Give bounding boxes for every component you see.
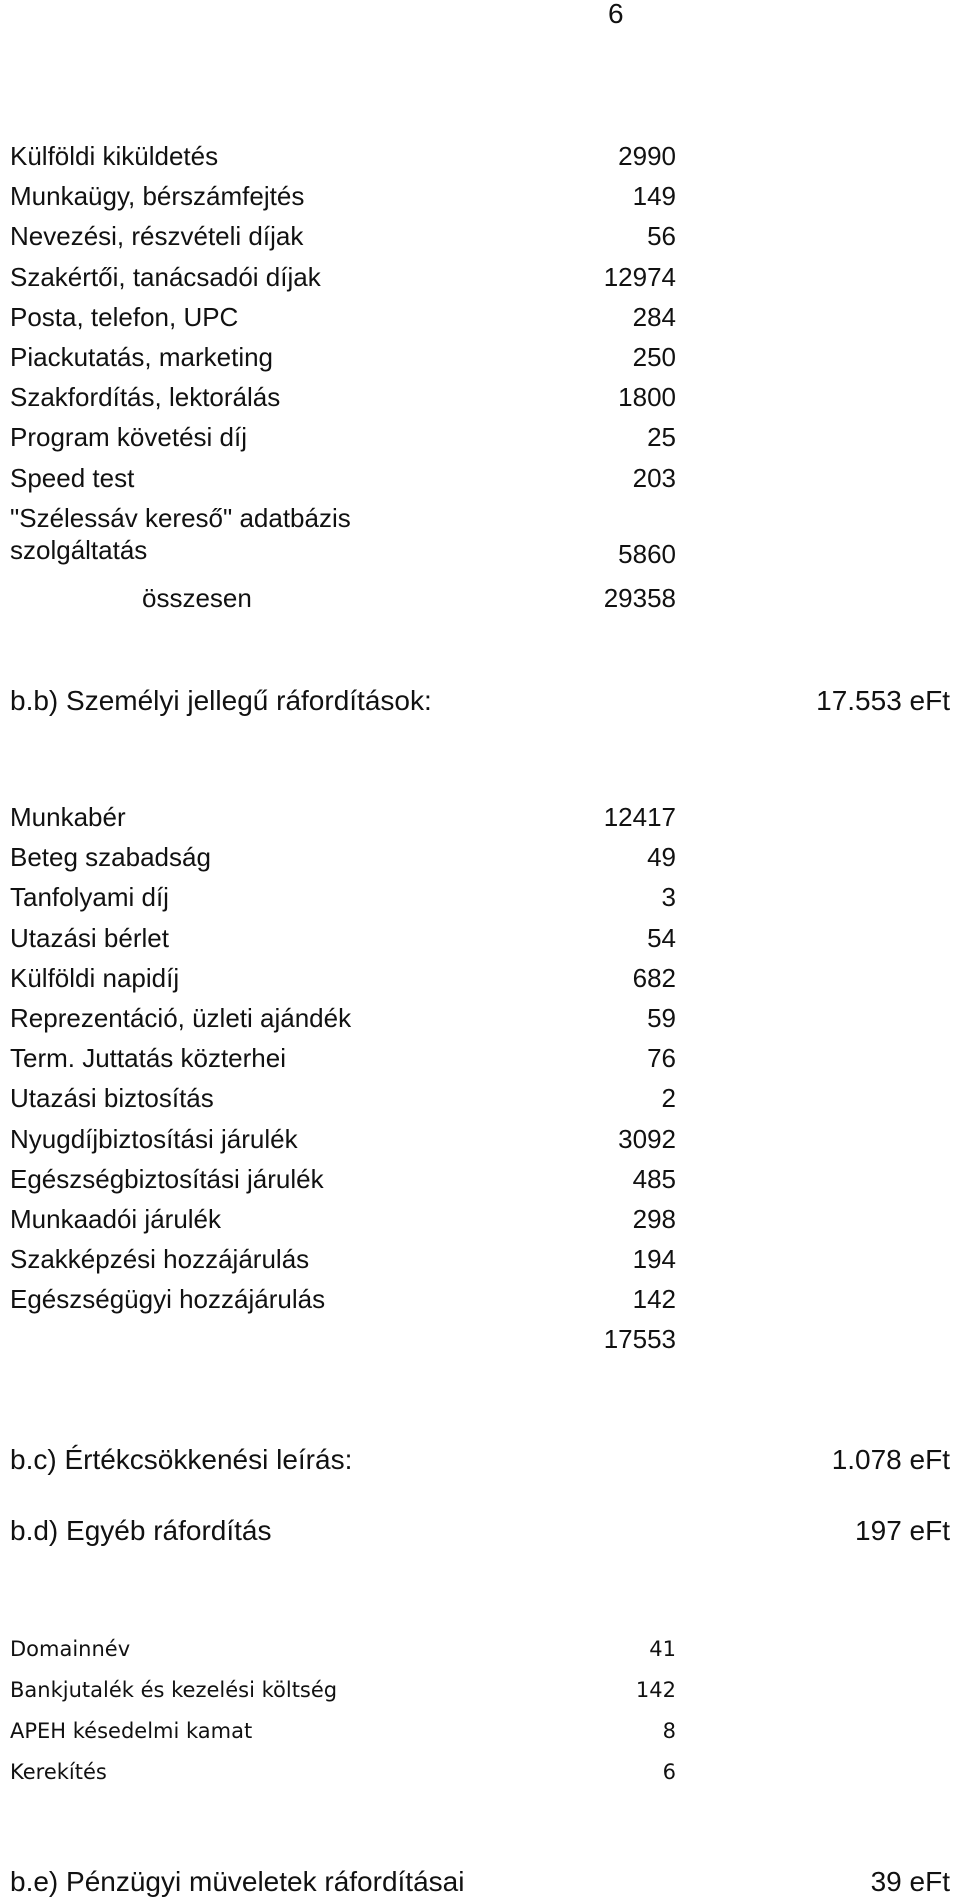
row-label: Utazási biztosítás [10,1083,214,1114]
section-title: b.e) Pénzügyi müveletek ráfordításai [10,1866,465,1897]
row-value: 142 [632,1284,676,1315]
row-value: 485 [632,1163,676,1194]
table-row [10,797,676,837]
table-row [10,1239,676,1279]
table-row [10,837,676,877]
row-value: 25 [647,422,676,453]
table-row [10,458,676,498]
row-value: 56 [647,221,676,252]
row-value: 203 [632,462,676,493]
row-label: Bankjutalék és kezelési költség [10,1678,338,1702]
row-value: 54 [647,922,676,953]
table-row [10,958,676,998]
row-label: Szakképzési hozzájárulás [10,1244,310,1275]
row-value: 298 [632,1203,676,1234]
row-label: Külföldi kiküldetés [10,141,219,171]
row-value: 1800 [618,382,676,413]
row-label: Nevezési, részvételi díjak [10,221,304,252]
total-value: 17553 [603,1324,676,1355]
row-value: 5860 [618,538,676,569]
table-row [10,498,676,578]
section-amount: 17.553 eFt [816,685,950,716]
section-b-table [10,797,676,1360]
table-row [10,1119,676,1159]
section-d-table [10,1629,676,1793]
section-title: b.d) Egyéb ráfordítás [10,1515,272,1546]
table-row [10,1279,676,1319]
table-row [10,337,676,377]
table-row [10,257,676,297]
section-amount: 39 eFt [870,1866,950,1897]
row-label: Egészségbiztosítási járulék [10,1163,324,1194]
table-row [10,297,676,337]
row-value: 41 [649,1637,676,1661]
row-value: 2 [661,1083,676,1114]
table-row [10,1711,676,1752]
table-row [10,1159,676,1199]
row-value: 12417 [603,802,676,832]
table-row [10,1752,676,1793]
table-row [10,176,676,216]
table-row [10,1629,676,1670]
row-label: Szakértői, tanácsadói díjak [10,261,321,292]
section-heading-bb [10,681,950,721]
table-row [10,1670,676,1711]
row-label: Tanfolyami díj [10,882,169,913]
row-value: 76 [647,1043,676,1074]
row-label [10,502,351,566]
table-row [10,877,676,917]
section-heading-bd [10,1511,950,1551]
table-row [10,377,676,417]
table-row [10,1199,676,1239]
row-label: Külföldi napidíj [10,962,180,993]
table-row [10,216,676,256]
row-label: APEH késedelmi kamat [10,1719,253,1743]
total-label: összesen [142,582,252,613]
total-value: 29358 [603,582,676,613]
row-label: Nyugdíjbiztosítási járulék [10,1123,298,1154]
section-amount: 197 eFt [855,1515,950,1546]
section-title: b.c) Értékcsökkenési leírás: [10,1444,353,1475]
table-row [10,1078,676,1118]
row-value: 59 [647,1002,676,1033]
row-label: Munkaügy, bérszámfejtés [10,181,305,212]
row-value: 682 [632,962,676,993]
row-value: 250 [632,341,676,372]
row-label: Program követési díj [10,422,247,453]
section-a-table [10,136,676,618]
row-label: Szakfordítás, lektorálás [10,382,281,413]
row-label-line1: "Szélessáv kereső" adatbázis [10,502,351,533]
row-label: Reprezentáció, üzleti ajándék [10,1002,352,1033]
row-value: 49 [647,842,676,873]
section-heading-be [10,1862,950,1902]
row-value: 284 [632,301,676,332]
row-label: Munkaadói járulék [10,1203,222,1234]
row-label: Piackutatás, marketing [10,341,274,372]
table-row [10,1038,676,1078]
row-label: Egészségügyi hozzájárulás [10,1284,326,1315]
row-value: 3092 [618,1123,676,1154]
row-label: Beteg szabadság [10,842,211,873]
row-value: 149 [632,181,676,212]
row-label-line2: szolgáltatás [10,534,148,565]
row-value: 6 [662,1760,676,1784]
row-label: Utazási bérlet [10,922,169,953]
table-row [10,918,676,958]
table-row [10,417,676,457]
row-label: Term. Juttatás közterhei [10,1043,286,1074]
row-label: Speed test [10,462,135,493]
row-value: 12974 [603,261,676,292]
row-label: Domainnév [10,1637,131,1661]
row-label: Munkabér [10,802,126,832]
row-label: Kerekítés [10,1760,107,1784]
row-value: 2990 [618,141,676,171]
section-title: b.b) Személyi jellegű ráfordítások: [10,685,432,716]
total-row [10,578,676,618]
row-value: 8 [662,1719,676,1743]
row-value: 142 [635,1678,676,1702]
page-number: 6 [608,0,624,29]
total-row [10,1319,676,1359]
row-value: 194 [632,1244,676,1275]
section-heading-bc [10,1440,950,1480]
row-label: Posta, telefon, UPC [10,301,239,332]
table-row [10,998,676,1038]
table-row [10,136,676,176]
section-amount: 1.078 eFt [831,1444,950,1475]
row-value: 3 [661,882,676,913]
